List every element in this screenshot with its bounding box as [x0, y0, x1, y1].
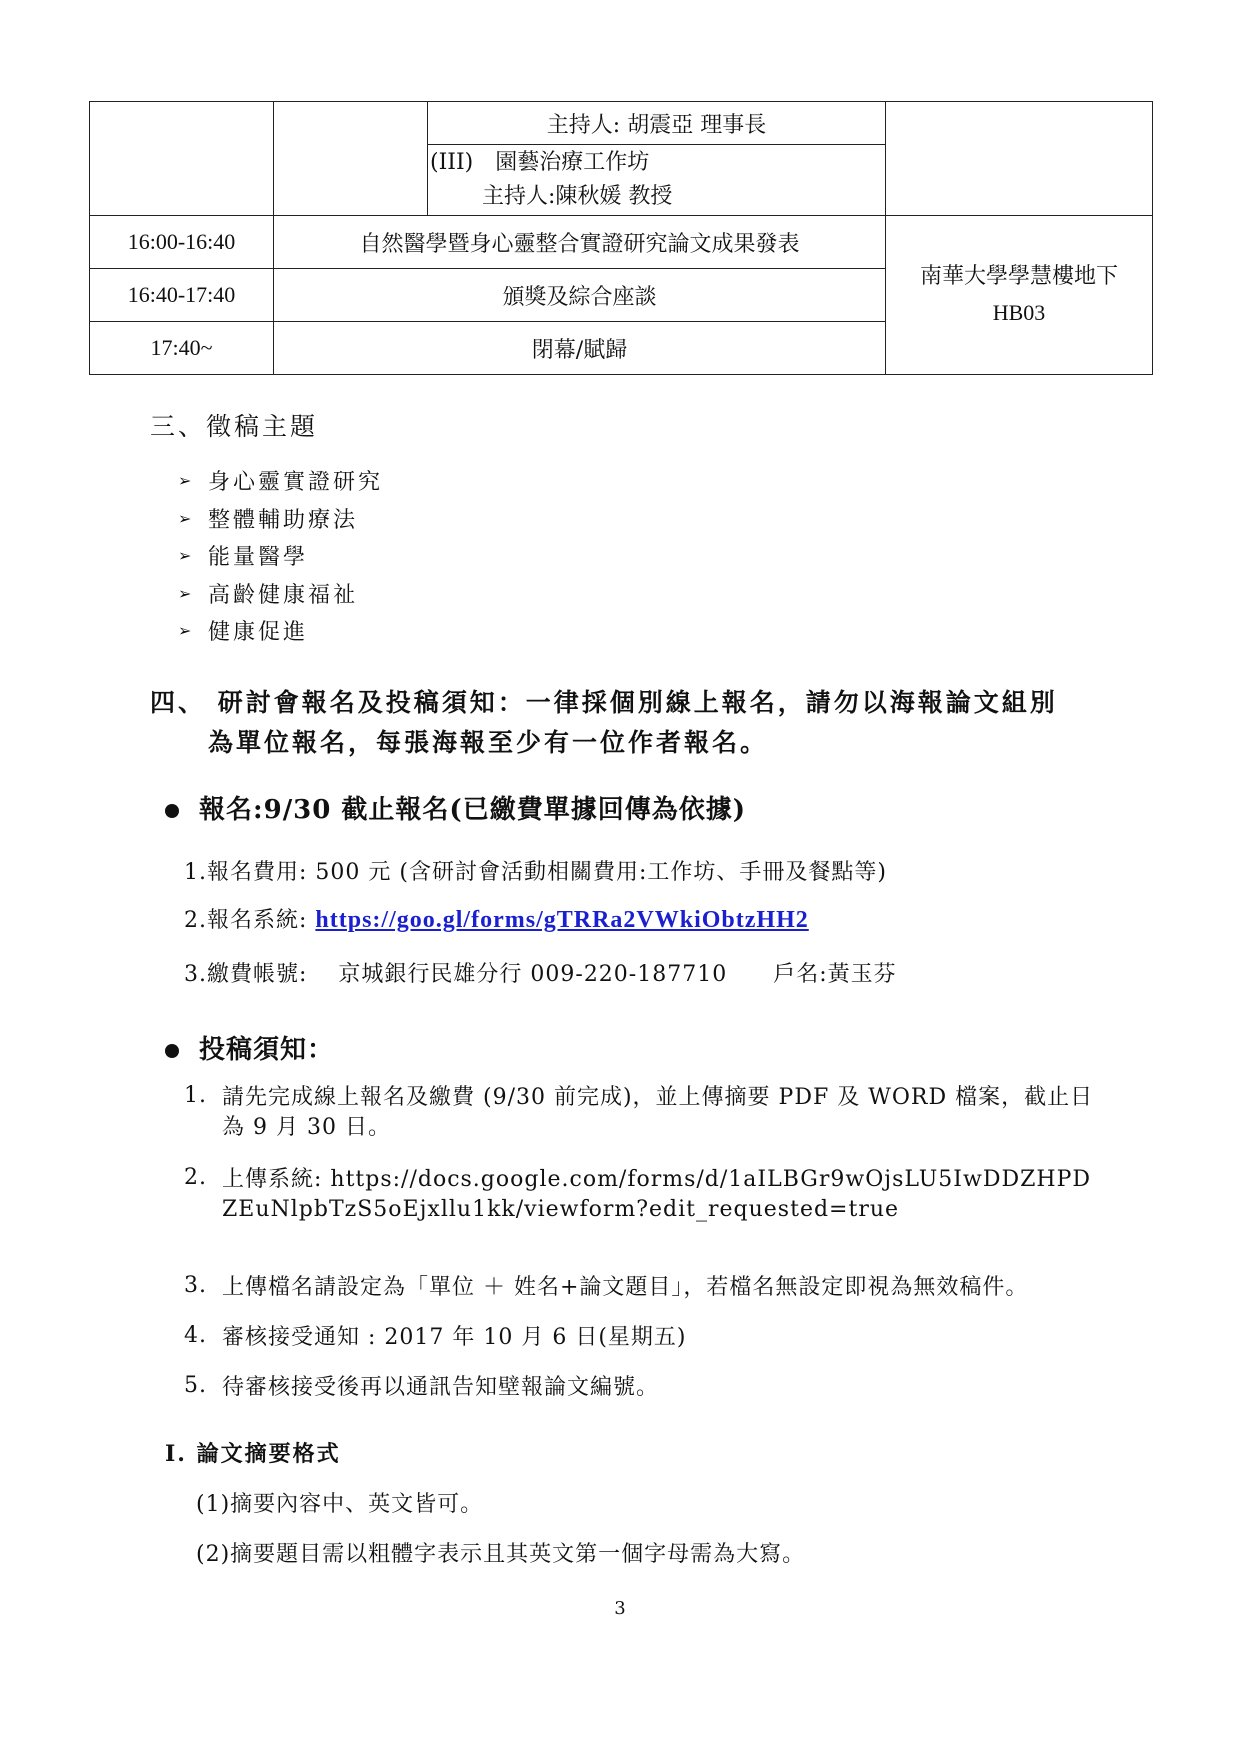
section3-title: 三、徵稿主題 — [150, 412, 319, 441]
list-item: ➢ 身心靈實證研究 — [178, 470, 384, 496]
registration-fee: 1.報名費用: 500 元 (含研討會活動相關費用:工作坊、手冊及餐點等) — [184, 860, 887, 885]
workshop-title: (III) 園藝治療工作坊 — [430, 150, 650, 175]
venue-room: HB03 — [992, 300, 1046, 325]
arrow-bullet-icon: ➢ — [178, 471, 195, 491]
venue-line: 南華大學學慧樓地下 — [919, 264, 1118, 289]
list-item: ➢ 高齡健康福祉 — [178, 582, 359, 608]
bullet-dot-icon — [165, 804, 179, 818]
submission-heading: 投稿須知： — [165, 1029, 334, 1066]
payment-account: 3.繳費帳號: 京城銀行民雄分行 009-220-187710 戶名:黃玉芬 — [184, 962, 897, 987]
section4-title: 四、 研討會報名及投稿須知：一律採個別線上報名，請勿以海報論文組別 為單位報名，每張海報至少有一位作者報名。 — [150, 688, 1058, 757]
time-cell: 17:40~ — [90, 322, 274, 375]
arrow-bullet-icon: ➢ — [178, 583, 195, 603]
time-cell: 16:40-17:40 — [90, 269, 274, 322]
workshop-host: 主持人:陳秋媛 教授 — [482, 184, 673, 209]
schedule-table — [89, 101, 1153, 375]
event-cell: 自然醫學暨身心靈整合實證研究論文成果發表 — [274, 216, 886, 269]
bullet-dot-icon — [165, 1044, 179, 1058]
workshop-cell — [428, 145, 886, 216]
empty-cell — [90, 102, 274, 216]
registration-system: 2.報名系統: https://goo.gl/forms/gTRRa2VWkiObtzHH2 — [184, 907, 809, 933]
abstract-format-heading: I. 論文摘要格式 — [165, 1441, 341, 1467]
venue-cell — [886, 216, 1153, 375]
event-cell: 閉幕/賦歸 — [274, 322, 886, 375]
time-cell: 16:00-16:40 — [90, 216, 274, 269]
page-number: 3 — [614, 1598, 626, 1619]
host-cell: 主持人: 胡震亞 理事長 — [428, 102, 886, 145]
document-page: 主持人: 胡震亞 理事長 (III) 園藝治療工作坊 主持人:陳秋媛 教授 16:00-16:40 自然醫學暨身心靈整合實證研究論文成果發表 南華大學學慧樓地下 HB03 16:40-17:40 頒獎及綜合座談 17:40~ 閉幕/賦歸 三、徵稿主題 ➢ 身心靈實證研究 ➢ 整體輔助療法 ➢ 能量醫學 ➢ 高齡健康福祉 ➢ 健康促進 四、 研討會報名及投稿須知：一律採個別線上報名，請勿以海報論文組別 為單位報名，每張海報至少有一位作者報名。 報名:9/30 截止報名(已繳費單據回傳為依據) 1.報名費用: 500 元 (含研討會活動相關費用:工作坊、手冊及餐點等) 2.報名系統: https://goo.gl/forms/gTRRa2VWkiObtzHH2 3.繳費帳號: 京城銀行民雄分行 009-220-187710 戶名:黃玉芬 投稿須知： 1. 請先完成線上報名及繳費 (9/30 前完成)，並上傳摘要 PDF 及 WORD 檔案，截止日為 9 月 30 日。 2. 上傳系統: https://docs.google.com/forms/d/1aILBGr9wOjsLU5IwDDZHPDZEuNlpbTzS5oEjxllu1kk/viewform?edit_requested=true 3. 上傳檔名請設定為「單位 ＋ 姓名+論文題目」，若檔名無設定即視為無效稿件。 4. 審核接受通知 : 2017 年 10 月 6 日(星期五) 5. 待審核接受後再以通訊告知壁報論文編號。 I. 論文摘要格式 (1)摘要內容中、英文皆可。 (2)摘要題目需以粗體字表示且其英文第一個字母需為大寫。 3 — [0, 0, 1240, 1754]
abstract-format-rule: (1)摘要內容中、英文皆可。 — [196, 1492, 484, 1517]
arrow-bullet-icon: ➢ — [178, 546, 195, 566]
abstract-format-rule: (2)摘要題目需以粗體字表示且其英文第一個字母需為大寫。 — [196, 1542, 806, 1567]
list-item: ➢ 整體輔助療法 — [178, 507, 359, 533]
topic-list — [178, 462, 383, 650]
event-cell: 頒獎及綜合座談 — [274, 269, 886, 322]
registration-heading: 報名:9/30 截止報名(已繳費單據回傳為依據) — [165, 789, 746, 826]
arrow-bullet-icon: ➢ — [178, 621, 195, 641]
list-item: ➢ 健康促進 — [178, 620, 309, 646]
empty-cell — [274, 102, 428, 216]
registration-link[interactable]: https://goo.gl/forms/gTRRa2VWkiObtzHH2 — [315, 907, 809, 933]
list-item: ➢ 能量醫學 — [178, 545, 309, 571]
empty-cell — [886, 102, 1153, 216]
arrow-bullet-icon: ➢ — [178, 508, 195, 528]
